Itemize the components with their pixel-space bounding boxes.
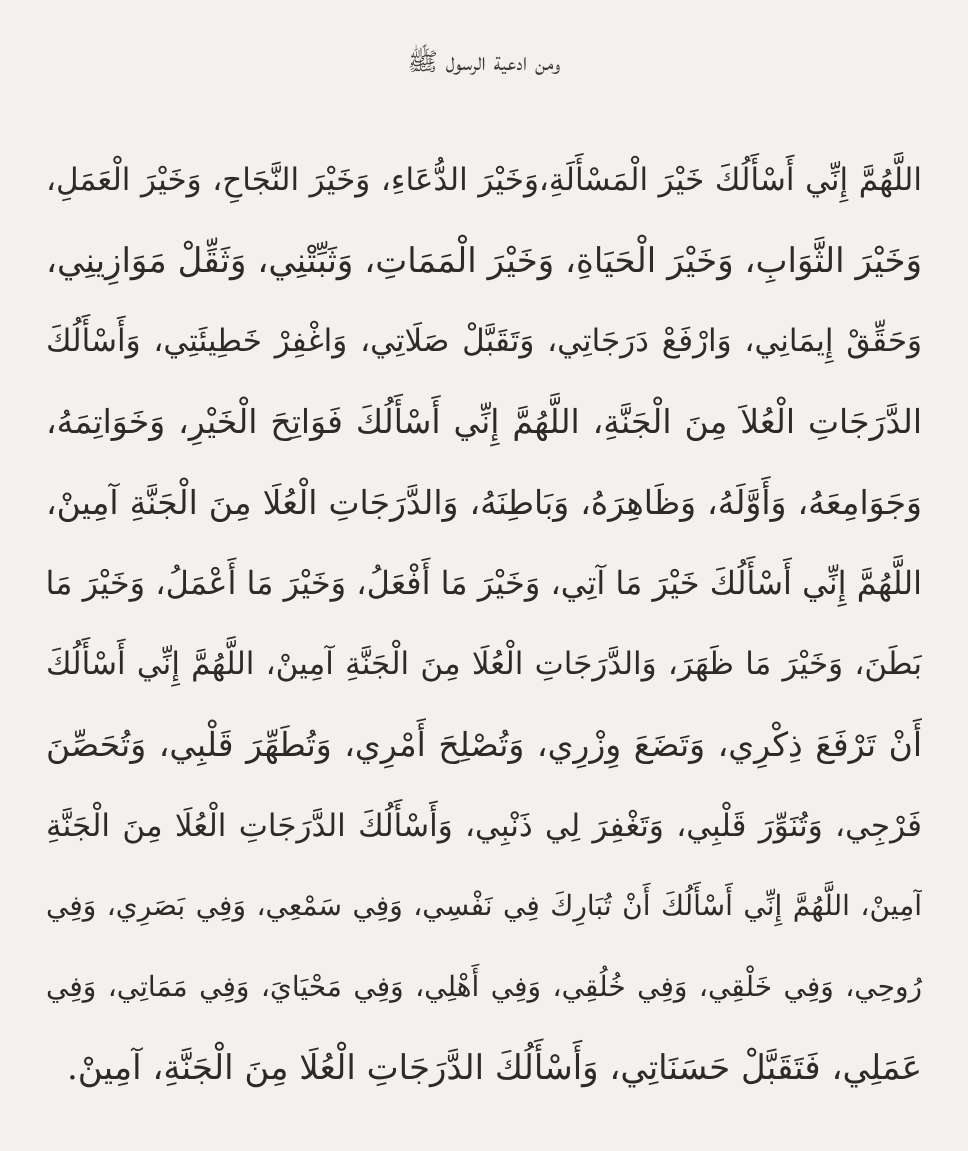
text-line-last: عَمَلِي، فَتَقَبَّلْ حَسَنَاتِي، وَأَسْأَلُكَ الدَّرَجَاتِ الْعُلَا مِنَ الْجَنَّةِ، آمِينْ. xyxy=(66,1047,922,1088)
text-line: أَنْ تَرْفَعَ ذِكْرِي، وَتَضَعَ وِزْرِي، وَتُصْلِحَ أَمْرِي، وَتُطَهِّرَ قَلْبِي، وَتُحَصِّنَ xyxy=(46,724,922,764)
text-line: فَرْجِي، وَتُنَوِّرَ قَلْبِي، وَتَغْفِرَ لِي ذَنْبِي، وَأَسْأَلُكَ الدَّرَجَاتِ الْعُلَا مِنَ الْجَنَّةِ xyxy=(46,807,922,844)
text-line: وَحَقِّقْ إِيمَانِي، وَارْفَعْ دَرَجَاتِي، وَتَقَبَّلْ صَلَاتِي، وَاغْفِرْ خَطِيئَتِي، وَأَسْأَلُكَ xyxy=(46,323,922,360)
supplication-text xyxy=(46,140,922,1108)
text-line: اللَّهُمَّ إِنِّي أَسْأَلُكَ خَيْرَ الْمَسْأَلَةِ،وَخَيْرَ الدُّعَاءِ، وَخَيْرَ النَّجَاحِ، وَخَيْرَ الْعَمَلِ، xyxy=(46,162,922,198)
text-line: الدَّرَجَاتِ الْعُلاَ مِنَ الْجَنَّةِ، اللَّهُمَّ إِنِّي أَسْأَلُكَ فَوَاتِحَ الْخَيْرِ، وَخَوَاتِمَهُ، xyxy=(46,402,922,442)
text-line: اللَّهُمَّ إِنِّي أَسْأَلُكَ خَيْرَ مَا آتِي، وَخَيْرَ مَا أَفْعَلُ، وَخَيْرَ مَا أَعْمَلُ، وَخَيْرَ مَا xyxy=(46,564,922,603)
text-line: رُوحِي، وَفِي خَلْقِي، وَفِي خُلُقِي، وَفِي أَهْلِي، وَفِي مَحْيَايَ، وَفِي مَمَاتِي، وَفِي xyxy=(46,969,922,1003)
text-line: بَطَنَ، وَخَيْرَ مَا ظَهَرَ، وَالدَّرَجَاتِ الْعُلَا مِنَ الْجَنَّةِ آمِينْ، اللَّهُمَّ إِنِّي أَسْأَلُكَ xyxy=(46,646,922,683)
page-heading: ومن ادعية الرسول ﷺ xyxy=(407,47,561,76)
text-line: وَجَوَامِعَهُ، وَأَوَّلَهُ، وَظَاهِرَهُ، وَبَاطِنَهُ، وَالدَّرَجَاتِ الْعُلَا مِنَ الْجَنَّةِ آمِينْ، xyxy=(46,482,922,522)
text-line: وَخَيْرَ الثَّوَابِ، وَخَيْرَ الْحَيَاةِ، وَخَيْرَ الْمَمَاتِ، وَثَبِّتْنِي، وَثَقِّلْ مَوَازِينِي، xyxy=(46,240,922,281)
text-line: آمِينْ، اللَّهُمَّ إِنِّي أَسْأَلُكَ أَنْ تُبَارِكَ فِي نَفْسِي، وَفِي سَمْعِي، وَفِي بَصَرِي، وَفِي xyxy=(46,889,922,923)
